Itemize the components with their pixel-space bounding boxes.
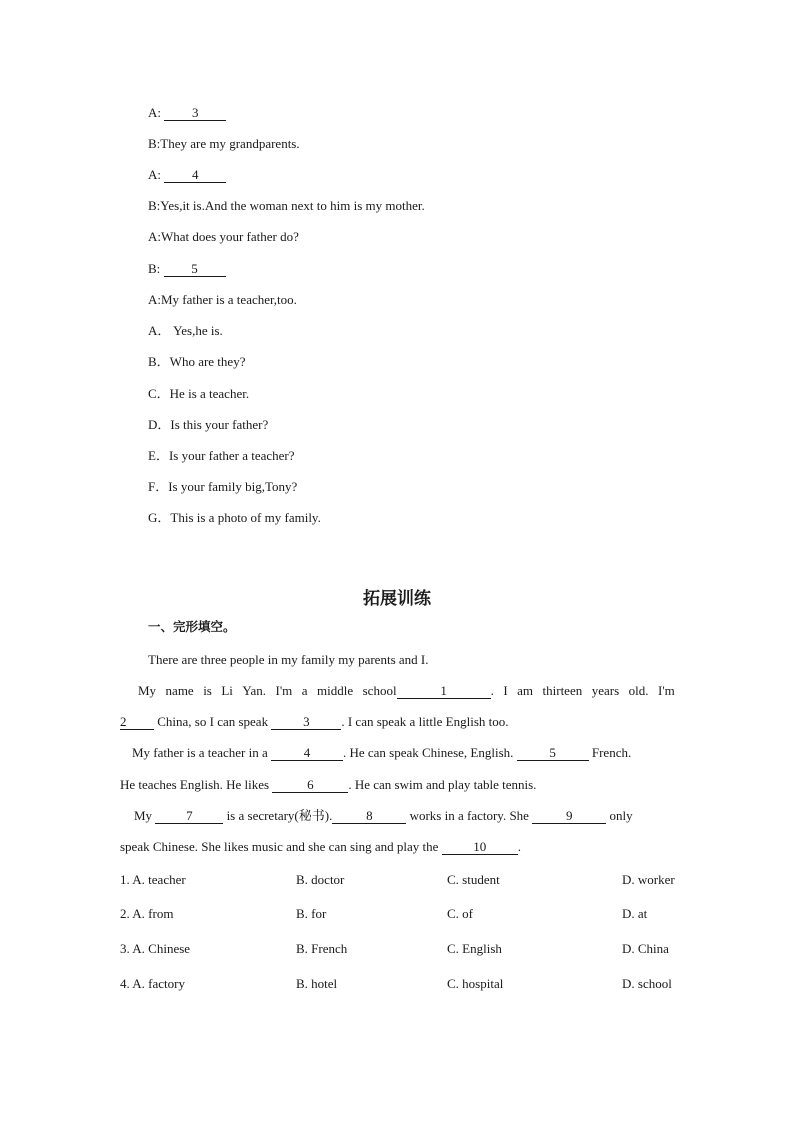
choice-4-a[interactable]: 4. A. factory [120,976,185,991]
choice-2-a[interactable]: 2. A. from [120,906,174,921]
passage-line-3: 2 China, so I can speak 3 . I can speak a little English too. [120,714,509,729]
choice-4-c[interactable]: C. hospital [447,976,504,991]
passage-blank-7[interactable]: 7 [155,809,223,824]
section-title: 拓展训练 [363,589,431,609]
dialogue-blank-3[interactable]: 3 [164,106,226,121]
choice-2-b[interactable]: B. for [296,906,327,921]
choice-1-b[interactable]: B. doctor [296,872,345,887]
dialogue-line-2: B:They are my grandparents. [148,136,300,151]
choice-2-d[interactable]: D. at [622,906,648,921]
passage-line-1: There are three people in my family my parents and I. [148,652,429,667]
choice-4-b[interactable]: B. hotel [296,976,338,991]
passage-blank-2[interactable]: 2 [120,715,154,730]
passage-line-6: My 7 is a secretary(秘书). 8 works in a factory. She 9 only [134,808,633,823]
passage-line-5: He teaches English. He likes 6 . He can swim and play table tennis. [120,777,537,792]
passage-line-4: My father is a teacher in a 4 . He can speak Chinese, English. 5 French. [132,745,632,760]
option-c: C．He is a teacher. [148,386,250,401]
option-f: F．Is your family big,Tony? [148,479,298,494]
option-a: A． Yes,he is. [148,323,223,338]
choice-4-d[interactable]: D. school [622,976,672,991]
dialogue-line-1: A: 3 [148,105,226,121]
section-heading: 一、完形填空。 [148,619,236,634]
choice-3-b[interactable]: B. French [296,941,348,956]
choice-1-d[interactable]: D. worker [622,872,675,887]
dialogue-line-4: B:Yes,it is.And the woman next to him is my mother. [148,198,425,213]
passage-blank-4[interactable]: 4 [271,746,343,761]
choice-3-c[interactable]: C. English [447,941,502,956]
choice-2-c[interactable]: C. of [447,906,473,921]
passage-line-2: My name is Li Yan. I'm a middle school 1 . I am thirteen years old. I'm [138,683,675,698]
dialogue-line-5: A:What does your father do? [148,229,299,244]
choice-1-a[interactable]: 1. A. teacher [120,872,186,887]
dialogue-blank-5[interactable]: 5 [164,262,226,277]
passage-blank-6[interactable]: 6 [272,778,348,793]
passage-blank-10[interactable]: 10 [442,840,518,855]
passage-blank-3[interactable]: 3 [271,715,341,730]
choice-3-d[interactable]: D. China [622,941,669,956]
choice-1-c[interactable]: C. student [447,872,500,887]
passage-blank-9[interactable]: 9 [532,809,606,824]
choice-3-a[interactable]: 3. A. Chinese [120,941,191,956]
option-b: B．Who are they? [148,354,246,369]
passage-blank-5[interactable]: 5 [517,746,589,761]
dialogue-line-3: A: 4 [148,167,226,183]
option-d: D．Is this your father? [148,417,269,432]
passage-blank-1[interactable]: 1 [397,684,491,699]
passage-line-7: speak Chinese. She likes music and she can sing and play the 10 . [120,839,521,854]
option-g: G．This is a photo of my family. [148,510,321,525]
option-e: E．Is your father a teacher? [148,448,295,463]
passage-blank-8[interactable]: 8 [332,809,406,824]
dialogue-line-7: A:My father is a teacher,too. [148,292,297,307]
dialogue-blank-4[interactable]: 4 [164,168,226,183]
dialogue-line-6: B: 5 [148,261,226,277]
